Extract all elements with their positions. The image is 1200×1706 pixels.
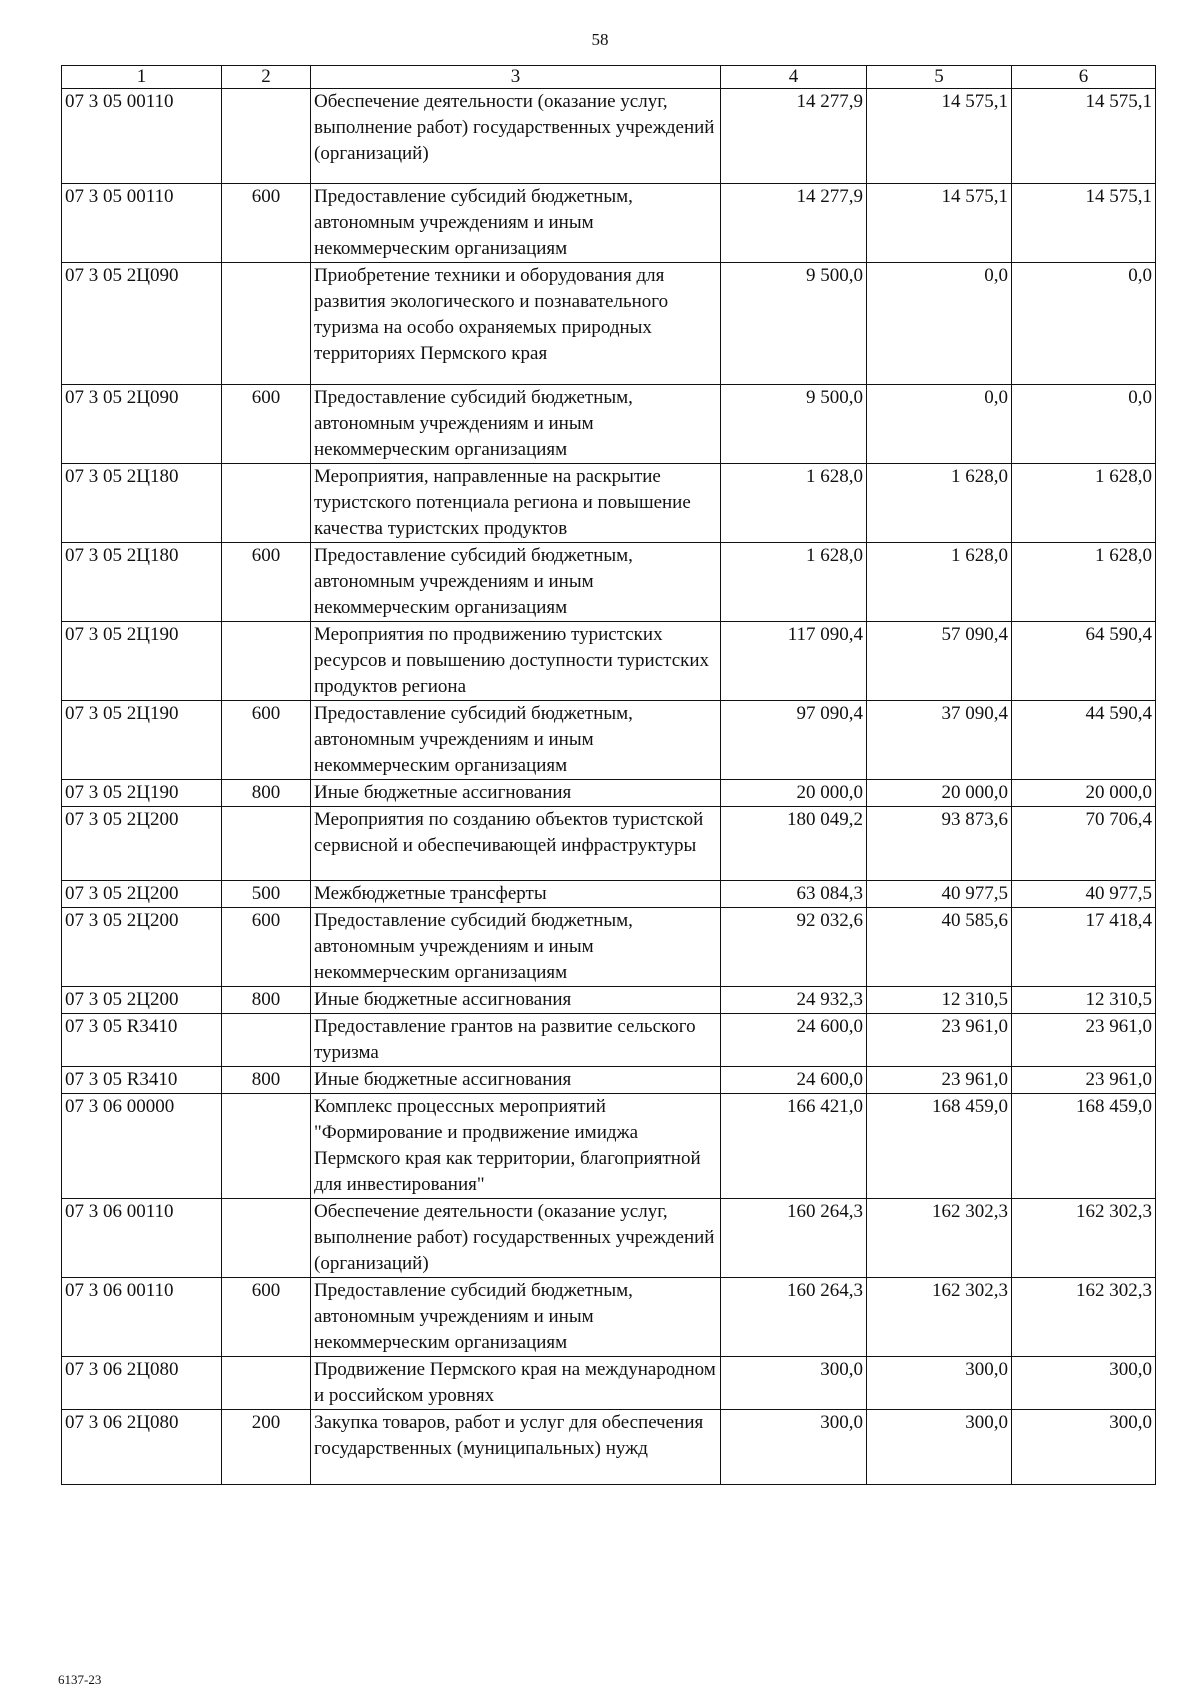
item-name-cell: Иные бюджетные ассигнования (311, 780, 721, 807)
table-row (62, 908, 1156, 987)
column-header: 3 (311, 66, 721, 89)
amount-cell: 0,0 (867, 263, 1012, 385)
item-name-cell: Предоставление грантов на развитие сельского туризма (311, 1014, 721, 1067)
budget-code-cell: 07 3 05 2Ц200 (62, 908, 222, 987)
expense-type-cell: 200 (222, 1410, 311, 1485)
amount-cell: 300,0 (867, 1357, 1012, 1410)
expense-type-cell: 800 (222, 987, 311, 1014)
amount-cell: 1 628,0 (867, 464, 1012, 543)
table-row (62, 1278, 1156, 1357)
expense-type-cell: 600 (222, 701, 311, 780)
table-row (62, 1199, 1156, 1278)
table-row (62, 543, 1156, 622)
table-row (62, 184, 1156, 263)
table-row (62, 1357, 1156, 1410)
amount-cell: 23 961,0 (867, 1014, 1012, 1067)
amount-cell: 14 575,1 (1012, 89, 1156, 184)
amount-cell: 23 961,0 (1012, 1014, 1156, 1067)
budget-code-cell: 07 3 05 R3410 (62, 1014, 222, 1067)
expense-type-cell: 500 (222, 881, 311, 908)
amount-cell: 23 961,0 (867, 1067, 1012, 1094)
item-name-cell: Предоставление субсидий бюджетным, автономным учреждениям и иным некоммерческим организациям (311, 385, 721, 464)
amount-cell: 300,0 (867, 1410, 1012, 1485)
amount-cell: 14 575,1 (867, 184, 1012, 263)
budget-code-cell: 07 3 06 00110 (62, 1278, 222, 1357)
expense-type-cell: 600 (222, 1278, 311, 1357)
expense-type-cell: 800 (222, 1067, 311, 1094)
expense-type-cell: 600 (222, 184, 311, 263)
amount-cell: 40 977,5 (1012, 881, 1156, 908)
amount-cell: 44 590,4 (1012, 701, 1156, 780)
amount-cell: 168 459,0 (1012, 1094, 1156, 1199)
amount-cell: 1 628,0 (721, 543, 867, 622)
column-header: 5 (867, 66, 1012, 89)
table-row (62, 89, 1156, 184)
amount-cell: 300,0 (721, 1410, 867, 1485)
budget-code-cell: 07 3 05 00110 (62, 184, 222, 263)
amount-cell: 20 000,0 (721, 780, 867, 807)
expense-type-cell (222, 807, 311, 881)
budget-table (61, 65, 1156, 1485)
amount-cell: 12 310,5 (867, 987, 1012, 1014)
item-name-cell: Предоставление субсидий бюджетным, автономным учреждениям и иным некоммерческим организациям (311, 908, 721, 987)
item-name-cell: Комплекс процессных мероприятий "Формирование и продвижение имиджа Пермского края как территории, благоприятной для инвестирования" (311, 1094, 721, 1199)
amount-cell: 168 459,0 (867, 1094, 1012, 1199)
amount-cell: 9 500,0 (721, 263, 867, 385)
amount-cell: 97 090,4 (721, 701, 867, 780)
column-header: 1 (62, 66, 222, 89)
table-row (62, 622, 1156, 701)
amount-cell: 23 961,0 (1012, 1067, 1156, 1094)
expense-type-cell (222, 89, 311, 184)
amount-cell: 24 600,0 (721, 1067, 867, 1094)
expense-type-cell: 600 (222, 543, 311, 622)
table-row (62, 464, 1156, 543)
amount-cell: 166 421,0 (721, 1094, 867, 1199)
table-header-row (62, 66, 1156, 89)
amount-cell: 1 628,0 (1012, 464, 1156, 543)
column-header: 2 (222, 66, 311, 89)
item-name-cell: Обеспечение деятельности (оказание услуг, выполнение работ) государственных учреждений (организаций) (311, 89, 721, 184)
budget-code-cell: 07 3 05 2Ц200 (62, 807, 222, 881)
amount-cell: 1 628,0 (1012, 543, 1156, 622)
expense-type-cell (222, 263, 311, 385)
amount-cell: 180 049,2 (721, 807, 867, 881)
amount-cell: 20 000,0 (1012, 780, 1156, 807)
item-name-cell: Приобретение техники и оборудования для развития экологического и познавательного туризма на особо охраняемых природных территориях Пермского края (311, 263, 721, 385)
table-row (62, 701, 1156, 780)
amount-cell: 70 706,4 (1012, 807, 1156, 881)
expense-type-cell (222, 1357, 311, 1410)
amount-cell: 162 302,3 (1012, 1278, 1156, 1357)
amount-cell: 24 600,0 (721, 1014, 867, 1067)
amount-cell: 117 090,4 (721, 622, 867, 701)
item-name-cell: Предоставление субсидий бюджетным, автономным учреждениям и иным некоммерческим организациям (311, 543, 721, 622)
table-row (62, 385, 1156, 464)
table-row (62, 881, 1156, 908)
amount-cell: 92 032,6 (721, 908, 867, 987)
item-name-cell: Предоставление субсидий бюджетным, автономным учреждениям и иным некоммерческим организациям (311, 701, 721, 780)
amount-cell: 24 932,3 (721, 987, 867, 1014)
amount-cell: 300,0 (1012, 1357, 1156, 1410)
table-row (62, 780, 1156, 807)
expense-type-cell: 800 (222, 780, 311, 807)
item-name-cell: Продвижение Пермского края на международном и российском уровнях (311, 1357, 721, 1410)
footer-code: 6137-23 (58, 1672, 102, 1687)
amount-cell: 14 575,1 (1012, 184, 1156, 263)
amount-cell: 20 000,0 (867, 780, 1012, 807)
amount-cell: 1 628,0 (867, 543, 1012, 622)
table-row (62, 1067, 1156, 1094)
budget-code-cell: 07 3 05 2Ц190 (62, 701, 222, 780)
budget-code-cell: 07 3 05 2Ц190 (62, 780, 222, 807)
column-header: 6 (1012, 66, 1156, 89)
budget-code-cell: 07 3 05 2Ц180 (62, 464, 222, 543)
amount-cell: 40 585,6 (867, 908, 1012, 987)
budget-code-cell: 07 3 05 2Ц090 (62, 385, 222, 464)
budget-code-cell: 07 3 05 2Ц200 (62, 881, 222, 908)
item-name-cell: Иные бюджетные ассигнования (311, 987, 721, 1014)
item-name-cell: Мероприятия, направленные на раскрытие туристского потенциала региона и повышение качества туристских продуктов (311, 464, 721, 543)
amount-cell: 64 590,4 (1012, 622, 1156, 701)
expense-type-cell: 600 (222, 908, 311, 987)
item-name-cell: Иные бюджетные ассигнования (311, 1067, 721, 1094)
table-row (62, 1094, 1156, 1199)
table-body (62, 89, 1156, 1485)
expense-type-cell (222, 1199, 311, 1278)
item-name-cell: Межбюджетные трансферты (311, 881, 721, 908)
table-row (62, 263, 1156, 385)
table-row (62, 1014, 1156, 1067)
amount-cell: 0,0 (867, 385, 1012, 464)
budget-code-cell: 07 3 05 2Ц090 (62, 263, 222, 385)
amount-cell: 63 084,3 (721, 881, 867, 908)
amount-cell: 162 302,3 (1012, 1199, 1156, 1278)
budget-code-cell: 07 3 05 2Ц180 (62, 543, 222, 622)
amount-cell: 0,0 (1012, 263, 1156, 385)
amount-cell: 17 418,4 (1012, 908, 1156, 987)
amount-cell: 162 302,3 (867, 1199, 1012, 1278)
expense-type-cell: 600 (222, 385, 311, 464)
amount-cell: 160 264,3 (721, 1199, 867, 1278)
budget-code-cell: 07 3 06 2Ц080 (62, 1410, 222, 1485)
table-row (62, 987, 1156, 1014)
budget-code-cell: 07 3 05 2Ц200 (62, 987, 222, 1014)
column-header: 4 (721, 66, 867, 89)
budget-code-cell: 07 3 05 R3410 (62, 1067, 222, 1094)
amount-cell: 14 575,1 (867, 89, 1012, 184)
amount-cell: 300,0 (1012, 1410, 1156, 1485)
item-name-cell: Мероприятия по продвижению туристских ресурсов и повышению доступности туристских продуктов региона (311, 622, 721, 701)
expense-type-cell (222, 1094, 311, 1199)
table-row (62, 1410, 1156, 1485)
budget-code-cell: 07 3 06 00110 (62, 1199, 222, 1278)
expense-type-cell (222, 622, 311, 701)
amount-cell: 300,0 (721, 1357, 867, 1410)
budget-code-cell: 07 3 05 00110 (62, 89, 222, 184)
amount-cell: 0,0 (1012, 385, 1156, 464)
budget-code-cell: 07 3 06 2Ц080 (62, 1357, 222, 1410)
budget-code-cell: 07 3 05 2Ц190 (62, 622, 222, 701)
expense-type-cell (222, 1014, 311, 1067)
item-name-cell: Закупка товаров, работ и услуг для обеспечения государственных (муниципальных) нужд (311, 1410, 721, 1485)
table-row (62, 807, 1156, 881)
amount-cell: 37 090,4 (867, 701, 1012, 780)
amount-cell: 93 873,6 (867, 807, 1012, 881)
amount-cell: 12 310,5 (1012, 987, 1156, 1014)
amount-cell: 14 277,9 (721, 89, 867, 184)
item-name-cell: Предоставление субсидий бюджетным, автономным учреждениям и иным некоммерческим организациям (311, 1278, 721, 1357)
amount-cell: 57 090,4 (867, 622, 1012, 701)
amount-cell: 40 977,5 (867, 881, 1012, 908)
amount-cell: 160 264,3 (721, 1278, 867, 1357)
expense-type-cell (222, 464, 311, 543)
amount-cell: 14 277,9 (721, 184, 867, 263)
budget-code-cell: 07 3 06 00000 (62, 1094, 222, 1199)
item-name-cell: Предоставление субсидий бюджетным, автономным учреждениям и иным некоммерческим организациям (311, 184, 721, 263)
amount-cell: 162 302,3 (867, 1278, 1012, 1357)
amount-cell: 1 628,0 (721, 464, 867, 543)
page-number: 58 (591, 30, 609, 49)
item-name-cell: Обеспечение деятельности (оказание услуг, выполнение работ) государственных учреждений (организаций) (311, 1199, 721, 1278)
item-name-cell: Мероприятия по созданию объектов туристской сервисной и обеспечивающей инфраструктуры (311, 807, 721, 881)
amount-cell: 9 500,0 (721, 385, 867, 464)
